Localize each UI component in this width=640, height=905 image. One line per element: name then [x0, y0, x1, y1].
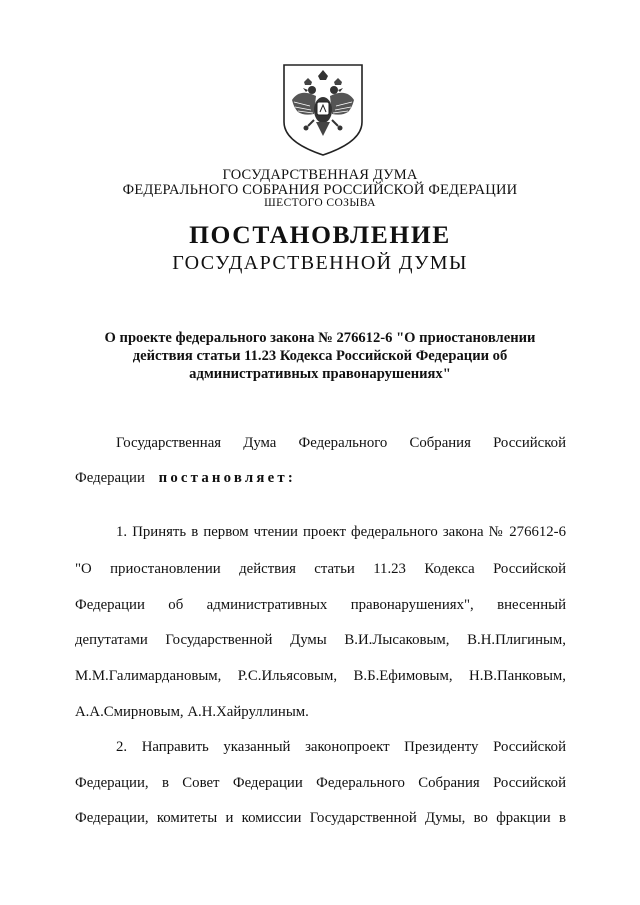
document-type-title: ПОСТАНОВЛЕНИЕ	[189, 220, 451, 249]
item2-line-2: Федерации, в Совет Федерации Федерального Собрания Российской	[75, 775, 566, 791]
document-issuer-title: ГОСУДАРСТВЕННОЙ ДУМЫ	[172, 252, 468, 274]
item2-line-1: 2. Направить указанный законопроект Президенту Российской	[116, 739, 566, 755]
item1-line-2: "О приостановлении действия статьи 11.23 Кодекса Российской	[75, 561, 566, 577]
item1-line-3: Федерации об административных правонарушениях", внесенный	[75, 597, 566, 613]
item1-line-4: депутатами Государственной Думы В.И.Лысаковым, В.Н.Плигиным,	[75, 632, 566, 648]
coat-of-arms-icon	[280, 62, 366, 158]
preamble-line-1: Государственная Дума Федерального Собрания Российской	[116, 435, 566, 451]
item2-line-3: Федерации, комитеты и комиссии Государственной Думы, во фракции в	[75, 810, 566, 826]
item1-line-5: М.М.Галимардановым, Р.С.Ильясовым, В.Б.Ефимовым, Н.В.Панковым,	[75, 668, 566, 684]
resolves-emphasis: постановляет:	[158, 470, 296, 486]
preamble-line-2	[75, 470, 566, 487]
subject-line-1: О проекте федерального закона № 276612-6 "О приостановлении	[104, 330, 536, 346]
org-name-line-1: ГОСУДАРСТВЕННАЯ ДУМА	[222, 167, 418, 183]
org-name-line-2: ФЕДЕРАЛЬНОГО СОБРАНИЯ РОССИЙСКОЙ ФЕДЕРАЦИИ	[122, 182, 518, 198]
convocation-line: ШЕСТОГО СОЗЫВА	[264, 197, 376, 209]
preamble-text: Федерации	[75, 470, 145, 486]
subject-line-3: административных правонарушениях"	[189, 366, 451, 382]
item1-line-1: 1. Принять в первом чтении проект федерального закона № 276612-6	[116, 524, 566, 540]
item1-line-6: А.А.Смирновым, А.Н.Хайруллиным.	[75, 704, 309, 720]
subject-line-2: действия статьи 11.23 Кодекса Российской Федерации об	[132, 348, 508, 364]
